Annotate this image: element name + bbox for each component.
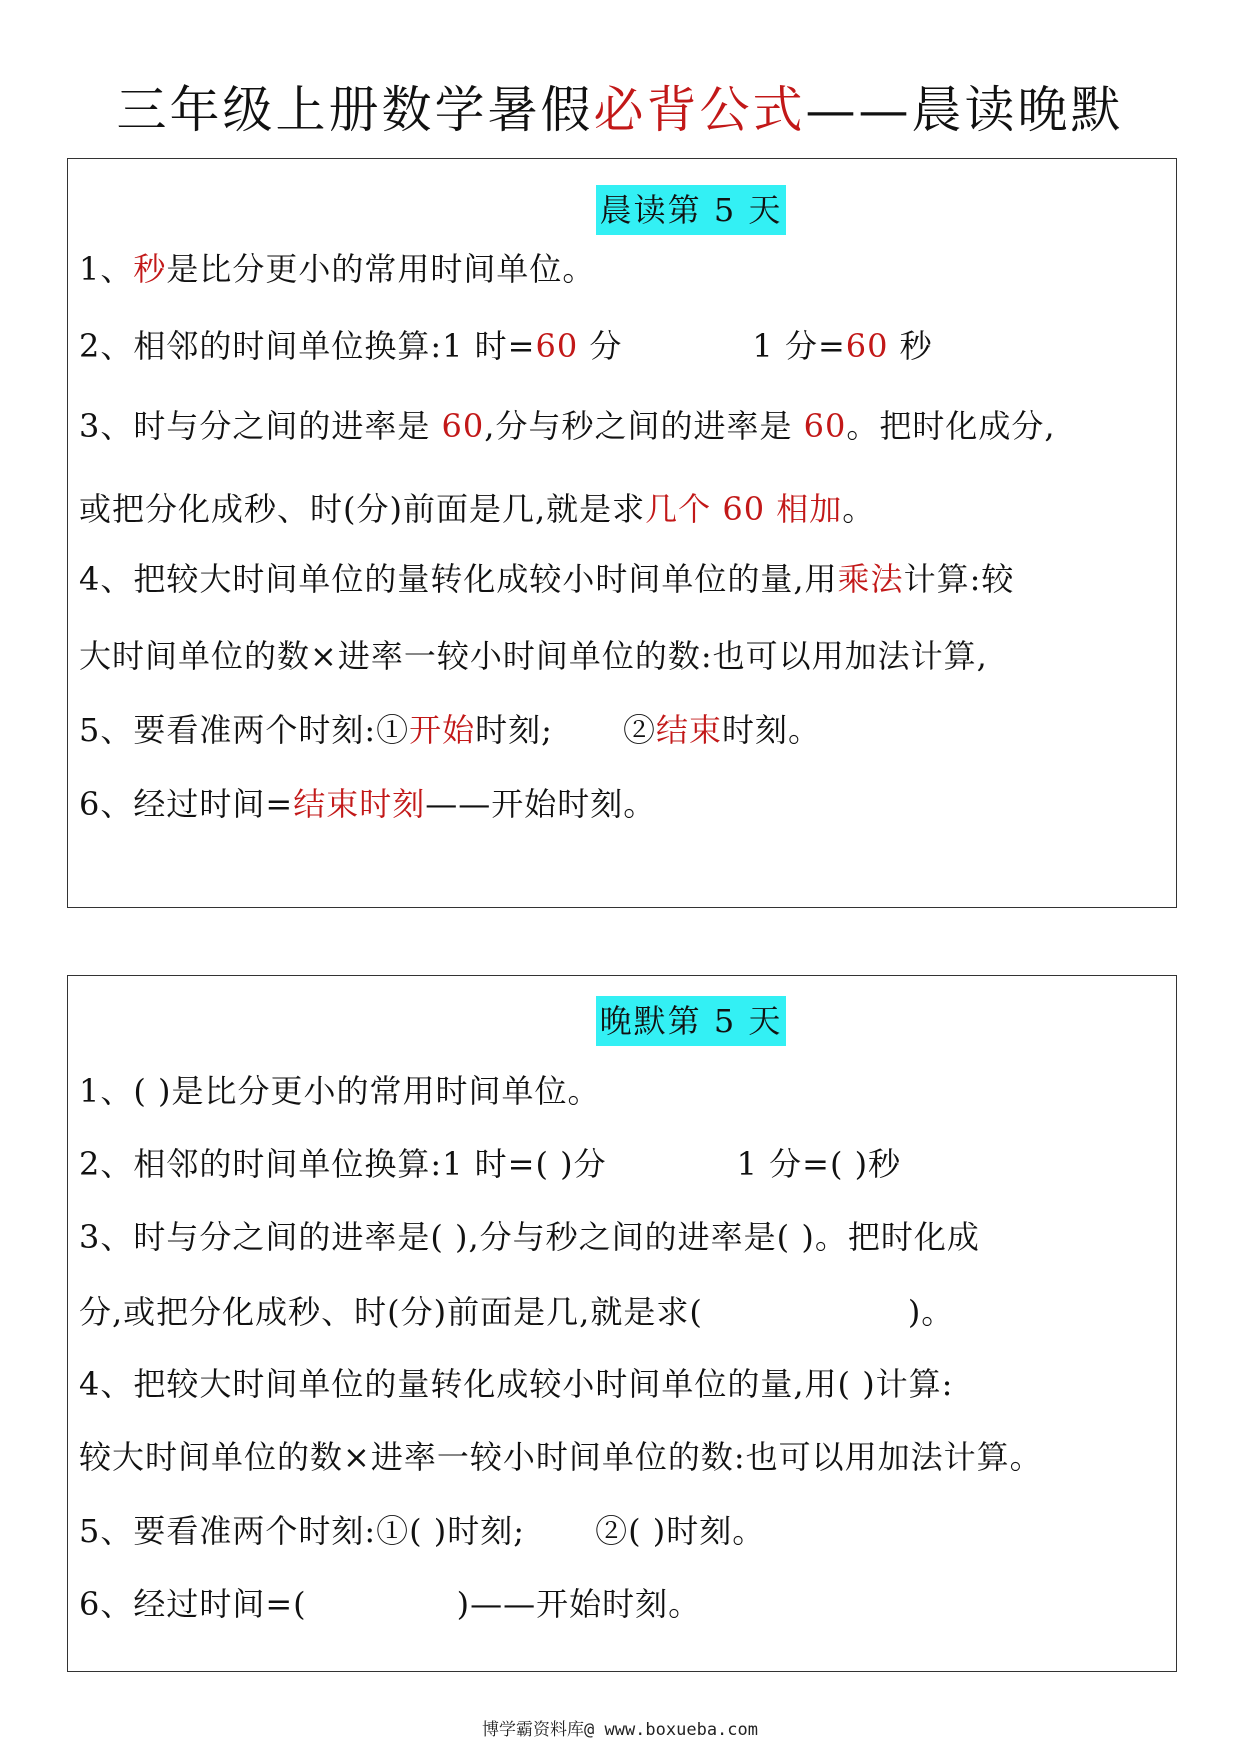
item-text: 大时间单位的数×进率一较小时间单位的数:也可以用加法计算, <box>79 637 988 675</box>
item-text: 6、经过时间= <box>79 785 294 823</box>
item-text: 时刻。 <box>722 711 822 749</box>
evening-item-3 <box>79 1217 980 1257</box>
morning-item-5 <box>79 710 821 750</box>
evening-recitation-box <box>67 975 1177 1672</box>
morning-item-4-cont <box>79 636 988 676</box>
title-part-3: ——晨读晚默 <box>805 81 1124 139</box>
item-text: 3、时与分之间的进率是( ),分与秒之间的进率是( )。把时化成 <box>79 1218 980 1256</box>
evening-item-2 <box>79 1144 901 1184</box>
item-highlight: 60 <box>845 327 889 365</box>
item-highlight: 60 <box>535 327 579 365</box>
morning-item-4 <box>79 559 1014 599</box>
item-highlight: 60 <box>441 407 485 445</box>
item-text: 2、相邻的时间单位换算:1 时= <box>79 327 536 365</box>
item-text: 2、相邻的时间单位换算:1 时=( )分 <box>79 1145 607 1183</box>
title-highlight: 必背公式 <box>593 81 806 139</box>
item-highlight: 秒 <box>133 250 167 288</box>
item-highlight: 几个 60 相加 <box>645 490 843 528</box>
item-text: 秒 <box>888 327 933 365</box>
item-text: 。把时化成分, <box>846 407 1056 445</box>
morning-item-2 <box>79 326 933 366</box>
item-text: ——开始时刻。 <box>425 785 657 823</box>
item-highlight: 开始 <box>409 711 476 749</box>
item-text: 分 <box>578 327 623 365</box>
item-text: 较大时间单位的数×进率一较小时间单位的数:也可以用加法计算。 <box>79 1438 1043 1476</box>
item-text: 1 分= <box>752 327 846 365</box>
item-text: 时刻; <box>475 711 553 749</box>
evening-item-4 <box>79 1364 953 1404</box>
evening-item-6 <box>79 1584 701 1624</box>
item-text: 是比分更小的常用时间单位。 <box>166 250 596 288</box>
item-text: ②( )时刻。 <box>595 1512 766 1550</box>
item-text: 4、把较大时间单位的量转化成较小时间单位的量,用 <box>79 560 838 598</box>
morning-item-3-cont <box>79 489 875 529</box>
item-text: )。 <box>907 1293 955 1331</box>
evening-item-5 <box>79 1511 765 1551</box>
evening-item-1 <box>79 1071 601 1111</box>
item-highlight: 乘法 <box>837 560 904 598</box>
item-text: 分,或把分化成秒、时(分)前面是几,就是求( <box>79 1293 703 1331</box>
item-highlight: 结束时刻 <box>293 785 426 823</box>
item-text: ② <box>622 711 656 749</box>
item-text: 或把分化成秒、时(分)前面是几,就是求 <box>79 490 646 528</box>
evening-item-4-cont <box>79 1437 1043 1477</box>
item-text: ,分与秒之间的进率是 <box>484 407 804 445</box>
morning-heading: 晨读第 5 天 <box>596 185 786 235</box>
item-text: 1 分=( )秒 <box>736 1145 902 1183</box>
item-text: 4、把较大时间单位的量转化成较小时间单位的量,用( )计算: <box>79 1365 954 1403</box>
item-text: )——开始时刻。 <box>456 1585 702 1623</box>
morning-item-3 <box>79 406 1056 446</box>
evening-heading: 晚默第 5 天 <box>596 996 786 1046</box>
item-text: 计算:较 <box>903 560 1015 598</box>
item-text: 3、时与分之间的进率是 <box>79 407 442 445</box>
item-highlight: 结束 <box>655 711 722 749</box>
page-title <box>0 78 1240 142</box>
item-text: 6、经过时间=( <box>79 1585 307 1623</box>
item-text: 。 <box>842 490 876 528</box>
item-text: 5、要看准两个时刻:①( )时刻; <box>79 1512 526 1550</box>
item-text: 1、( )是比分更小的常用时间单位。 <box>79 1072 601 1110</box>
morning-item-6 <box>79 784 656 824</box>
item-text: 5、要看准两个时刻:① <box>79 711 410 749</box>
morning-item-1 <box>79 249 595 289</box>
morning-reading-box <box>67 158 1177 908</box>
title-part-1: 三年级上册数学暑假 <box>116 81 594 139</box>
item-text: 1、 <box>79 250 134 288</box>
evening-item-3-cont <box>79 1292 954 1332</box>
footer-watermark: 博学霸资料库@ www.boxueba.com <box>482 1720 758 1740</box>
item-highlight: 60 <box>803 407 847 445</box>
